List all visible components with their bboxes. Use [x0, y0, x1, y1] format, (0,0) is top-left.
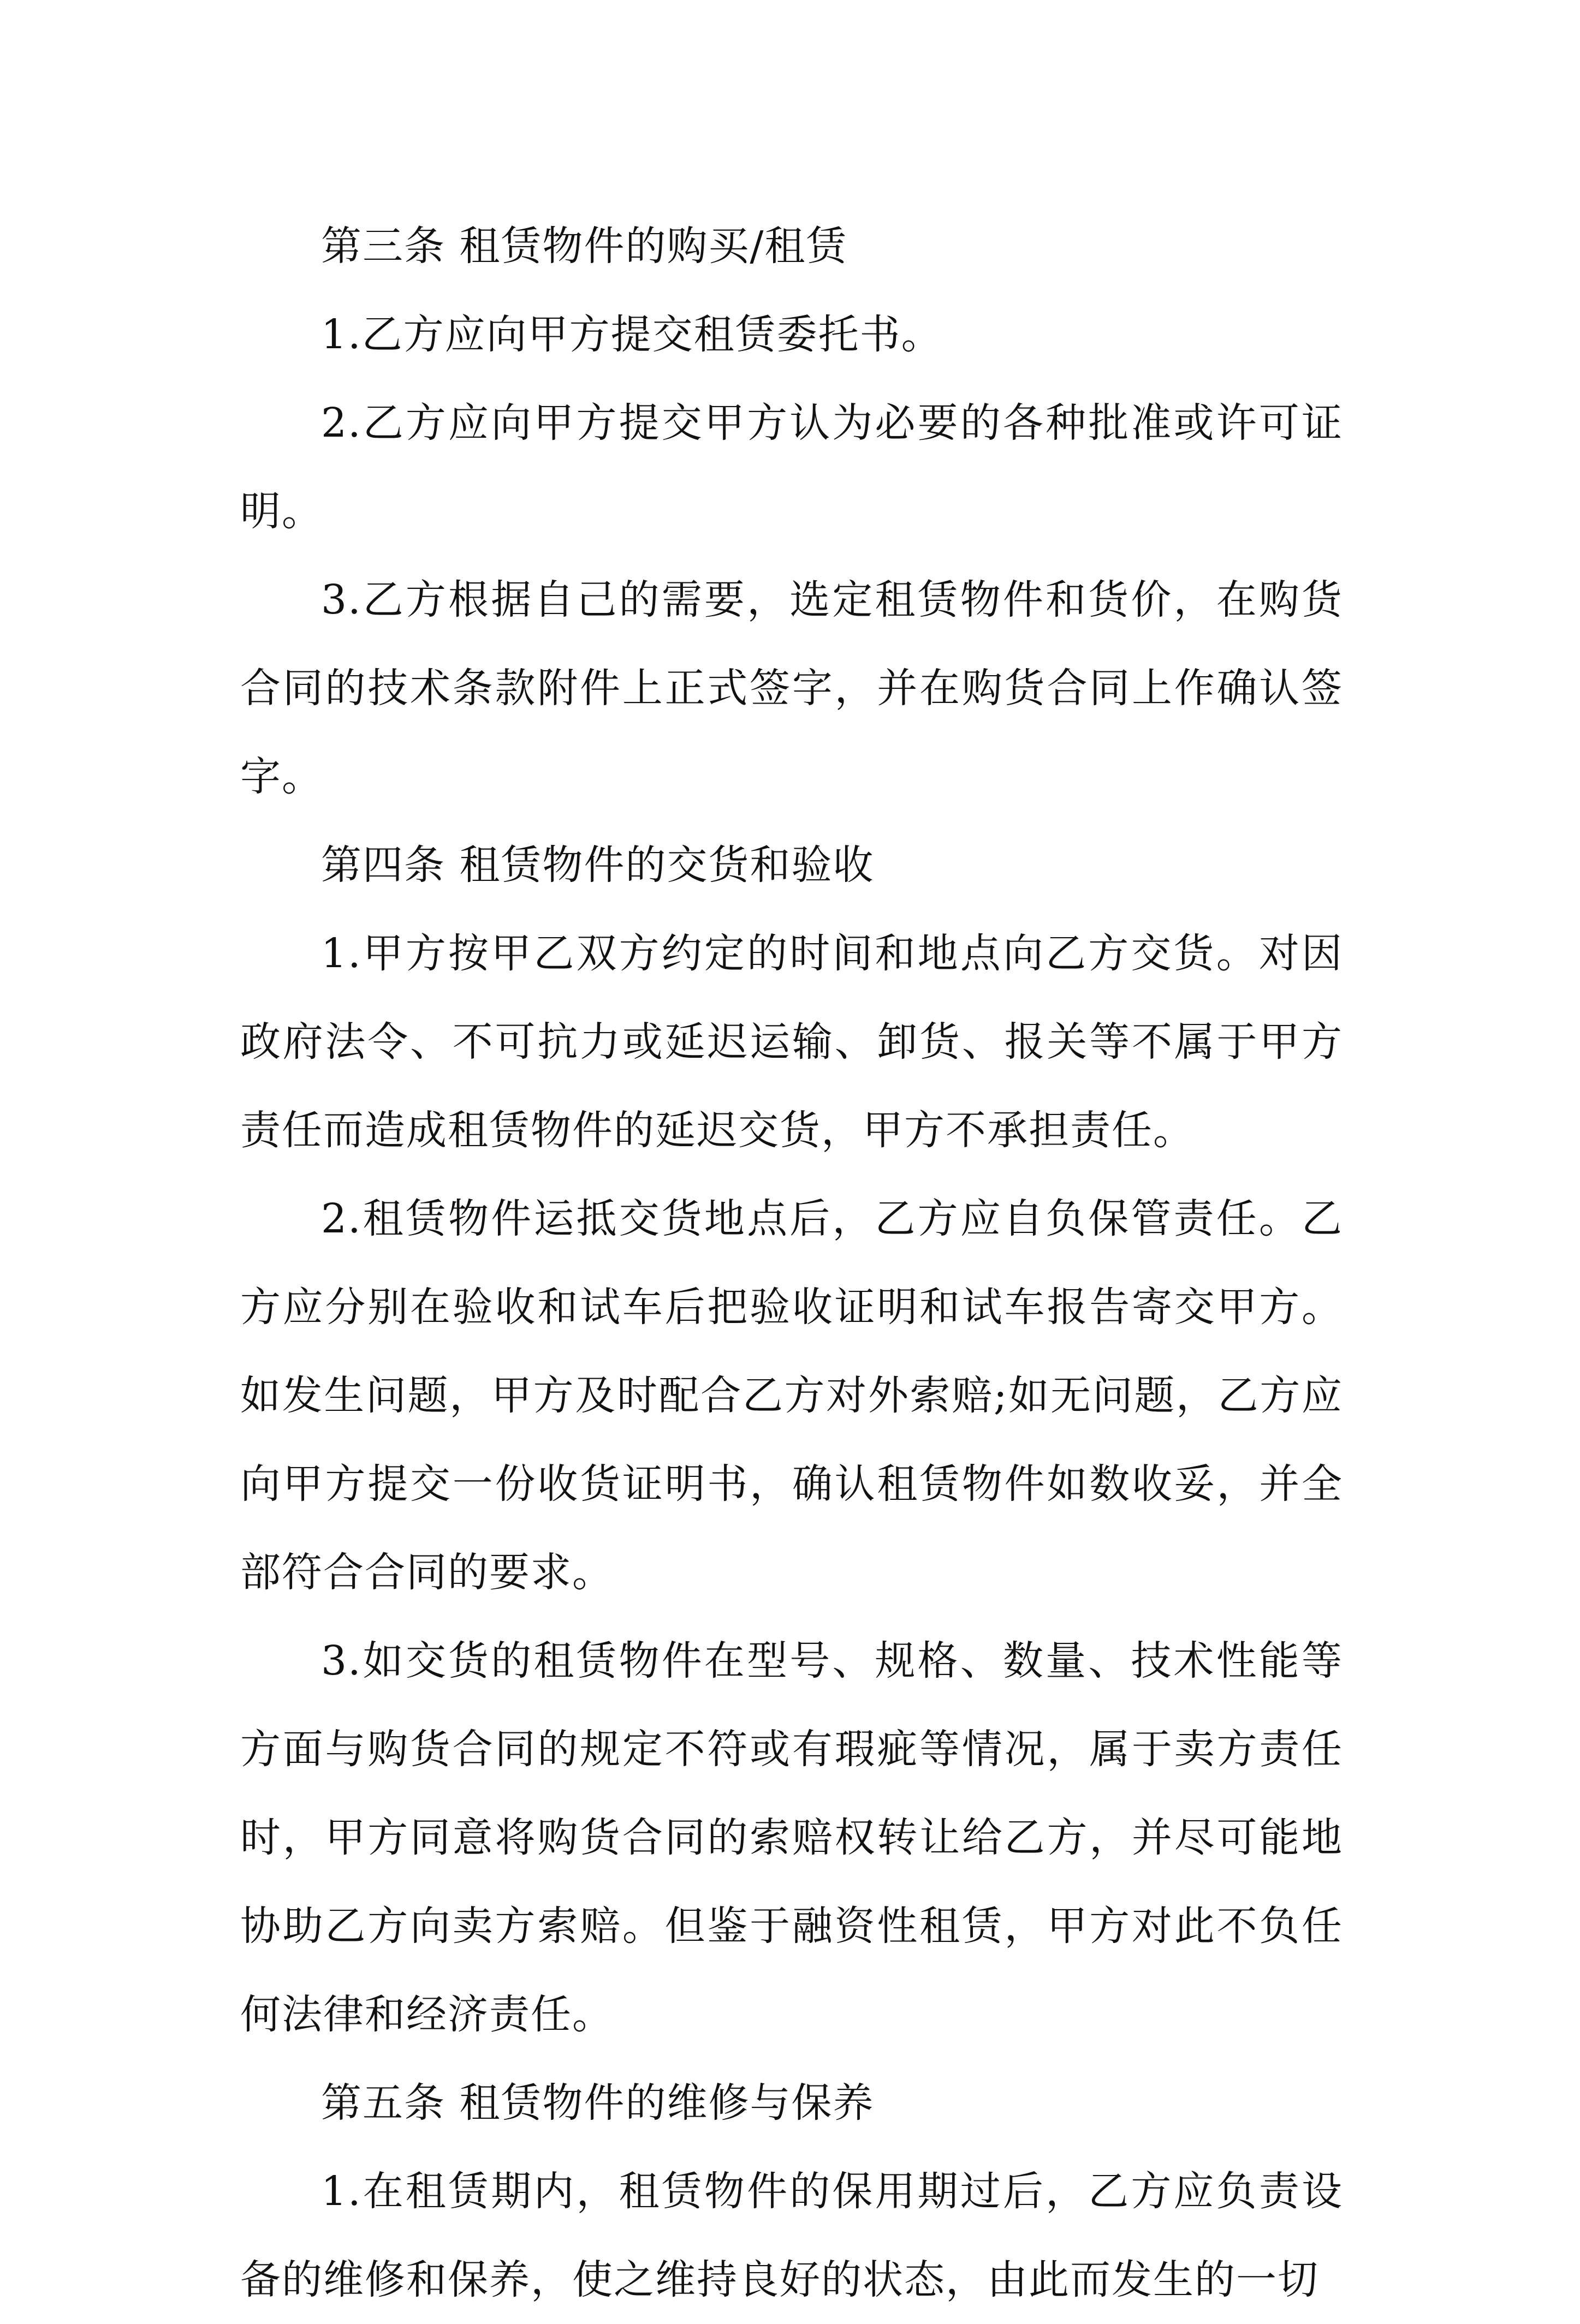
article-5-heading: 第五条 租赁物件的维修与保养 [321, 2079, 875, 2126]
article-4-heading: 第四条 租赁物件的交货和验收 [321, 842, 875, 889]
article-4-clause-2: 2.租赁物件运抵交货地点后，乙方应自负保管责任。乙方应分别在验收和试车后把验收证明和试车报告寄交甲方。如发生问题，甲方及时配合乙方对外索赔;如无问题，乙方应向甲方提交一份收货证明书，确认租赁物件如数收妥，并全部符合合同的要求。 [240, 1195, 1343, 1596]
article-3-heading: 第三条 租赁物件的购买/租赁 [321, 223, 848, 270]
article-3-clause-3: 3.乙方根据自己的需要，选定租赁物件和货价，在购货合同的技术条款附件上正式签字，并在购货合同上作确认签字。 [240, 576, 1343, 800]
article-4-clause-3: 3.如交货的租赁物件在型号、规格、数量、技术性能等方面与购货合同的规定不符或有瑕疵等情况，属于卖方责任时，甲方同意将购货合同的索赔权转让给乙方，并尽可能地协助乙方向卖方索赔。但鉴于融资性租赁，甲方对此不负任何法律和经济责任。 [240, 1637, 1343, 2038]
document-body [240, 202, 1343, 2324]
article-3-clause-1: 1.乙方应向甲方提交租赁委托书。 [321, 311, 943, 358]
article-3-clause-2: 2.乙方应向甲方提交甲方认为必要的各种批准或许可证明。 [240, 400, 1343, 535]
article-5-clause-1: 1.在租赁期内，租赁物件的保用期过后，乙方应负责设备的维修和保养，使之维持良好的状态，由此而发生的一切 [240, 2168, 1343, 2303]
article-4-clause-1: 1.甲方按甲乙双方约定的时间和地点向乙方交货。对因政府法令、不可抗力或延迟运输、卸货、报关等不属于甲方责任而造成租赁物件的延迟交货，甲方不承担责任。 [240, 930, 1343, 1154]
